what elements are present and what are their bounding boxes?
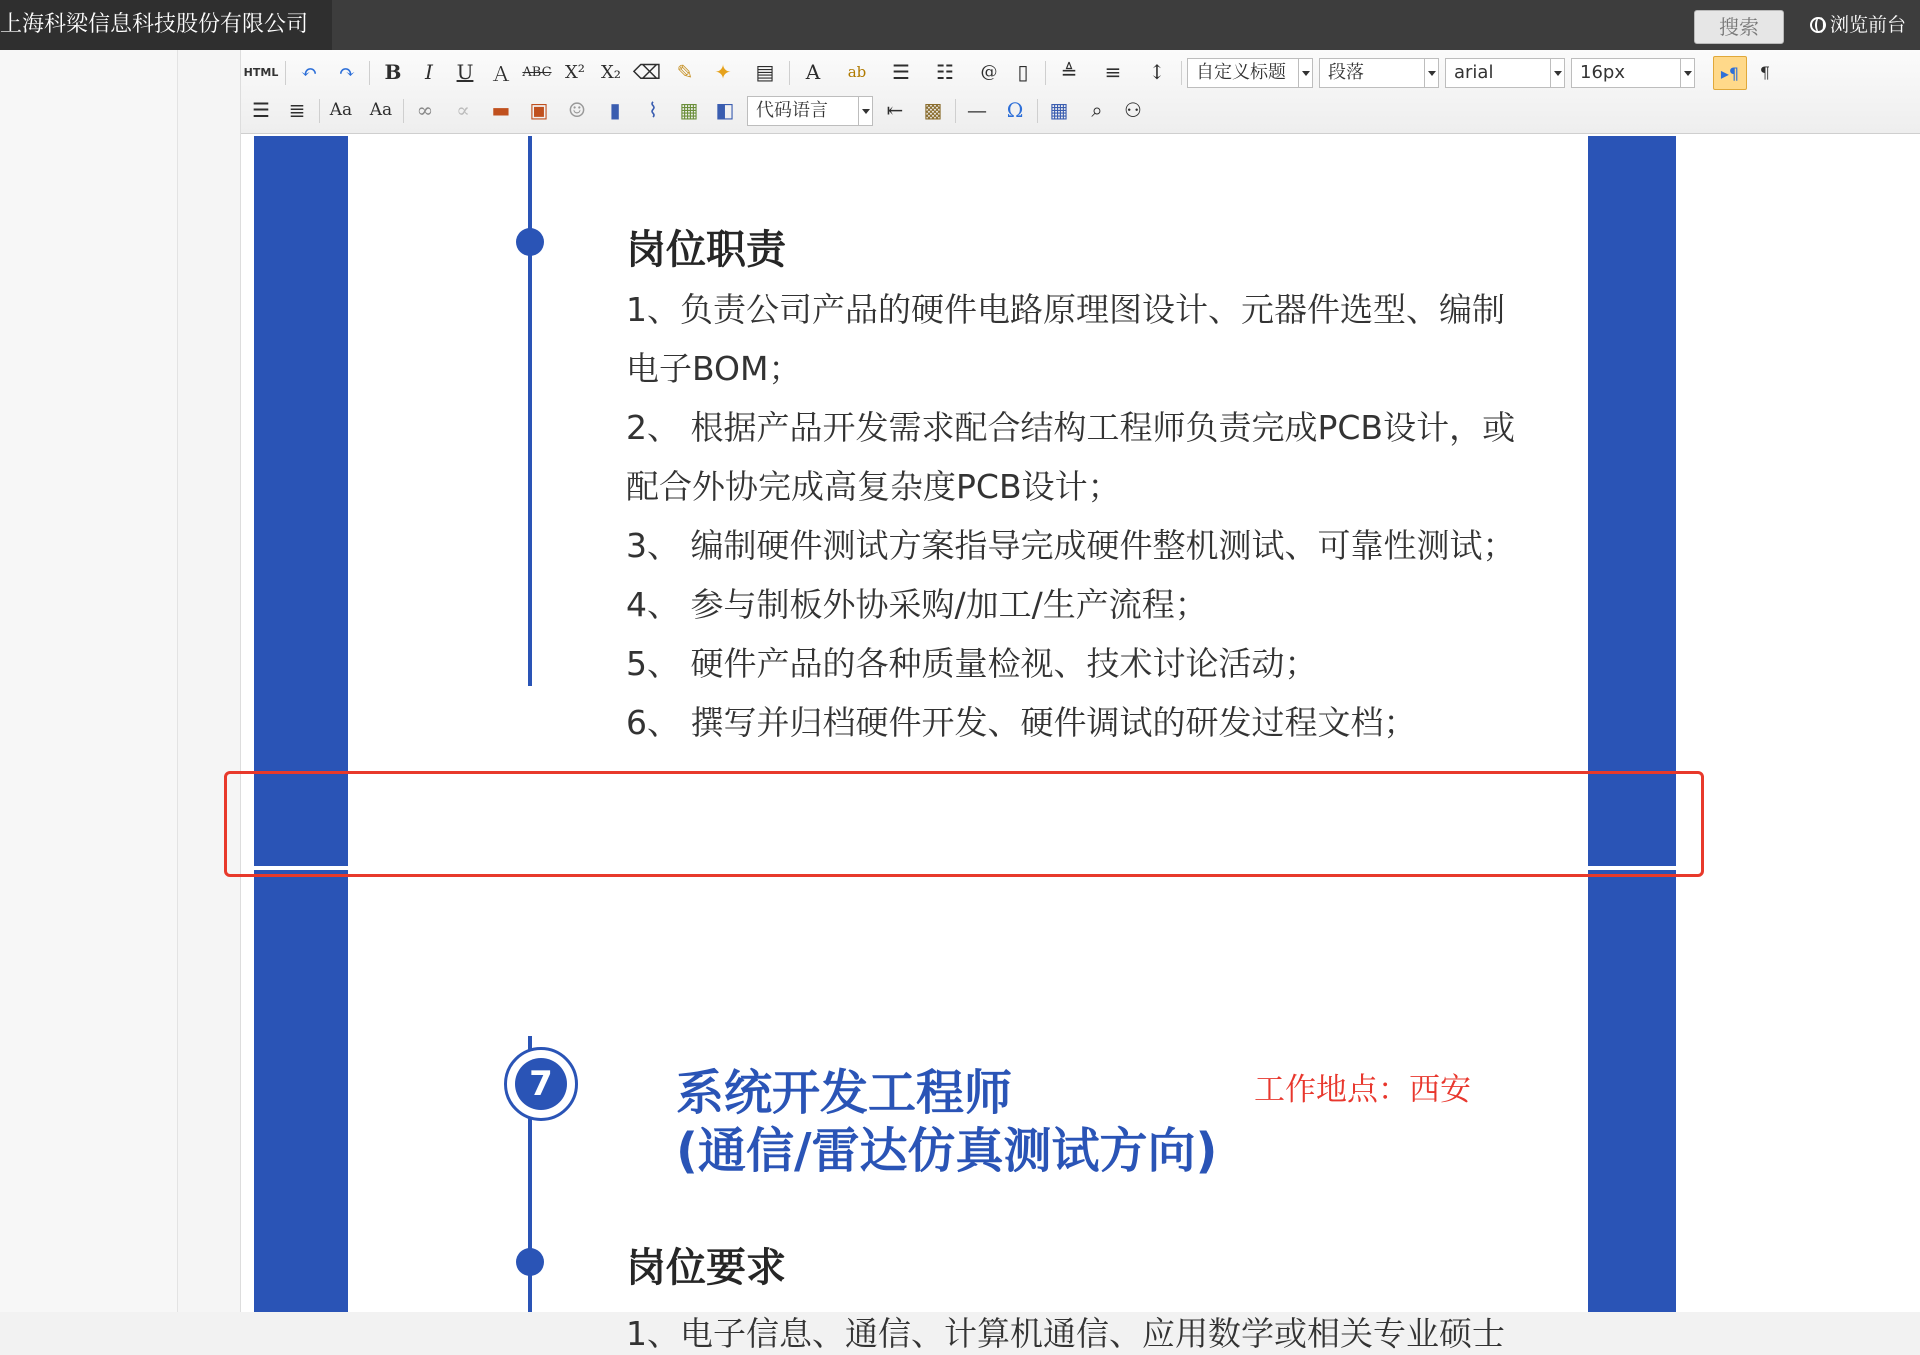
toolbar-divider: [1181, 61, 1182, 85]
company-name: 上海科梁信息科技股份有限公司: [0, 0, 332, 50]
job-title: 系统开发工程师: [676, 1065, 1013, 1121]
unordered-list-icon[interactable]: ☷: [936, 60, 954, 84]
browse-frontend-label: 浏览前台: [1830, 14, 1907, 36]
toolbar-divider: [789, 61, 790, 85]
align-right-icon[interactable]: ☰: [252, 98, 270, 122]
font-border-icon[interactable]: Ａ: [491, 61, 511, 86]
search-button[interactable]: 搜索: [1694, 10, 1784, 44]
ordered-list-icon[interactable]: ☰: [892, 60, 910, 84]
chevron-down-icon: [1424, 59, 1438, 87]
chevron-down-icon: [858, 97, 872, 125]
rich-text-editor: [178, 50, 1920, 1353]
toolbar-divider: [285, 61, 286, 85]
code-language-select[interactable]: [747, 96, 873, 126]
duty-line: 4、 参与制板外协采购/加工/生产流程；: [626, 585, 1208, 624]
html-source-button[interactable]: HTML: [243, 65, 279, 79]
editor-gutter: [178, 50, 241, 1312]
chevron-down-icon: [1298, 59, 1312, 87]
map-icon[interactable]: ▦: [679, 98, 699, 122]
bold-icon[interactable]: B: [384, 60, 402, 84]
redo-icon[interactable]: ↷: [338, 60, 356, 84]
job-subtitle: (通信/雷达仿真测试方向): [676, 1123, 1218, 1179]
duty-line: 6、 撰写并归档硬件开发、硬件调试的研发过程文档；: [626, 703, 1417, 742]
job-location: 工作地点：西安: [1254, 1072, 1471, 1108]
code-language-select-value: 代码语言: [756, 100, 828, 121]
requirements-title: 岗位要求: [626, 1245, 786, 1291]
template-icon[interactable]: ▩: [923, 98, 943, 122]
new-document-icon[interactable]: ▯: [1017, 60, 1029, 84]
globe-icon: [1810, 17, 1826, 33]
timeline-dot: [516, 1248, 544, 1276]
heading-select-value: 自定义标题: [1196, 62, 1286, 83]
superscript-icon[interactable]: X²: [564, 61, 586, 83]
font-color-icon[interactable]: A: [805, 60, 821, 84]
font-size-select-value: 16px: [1580, 62, 1625, 83]
toolbar-divider: [403, 99, 404, 123]
lowercase-icon[interactable]: Aa: [369, 100, 393, 120]
undo-icon[interactable]: ↶: [300, 60, 318, 84]
insert-link-icon[interactable]: @: [980, 62, 998, 82]
toolbar-divider: [1037, 99, 1038, 123]
format-brush-icon[interactable]: ✎: [676, 60, 694, 84]
anchor-icon[interactable]: ▬: [491, 98, 511, 122]
special-char-icon[interactable]: Ω: [1006, 98, 1024, 122]
align-justify-icon[interactable]: ≣: [288, 98, 306, 122]
chevron-down-icon: [1680, 59, 1694, 87]
paste-plain-icon[interactable]: ▤: [755, 60, 775, 84]
duty-line: 2、 根据产品开发需求配合结构工程师负责完成PCB设计，或: [626, 408, 1516, 447]
horizontal-rule-icon[interactable]: —: [967, 98, 987, 122]
emotion-icon[interactable]: ☺: [568, 98, 586, 122]
font-family-select[interactable]: [1445, 58, 1565, 88]
attachment-icon[interactable]: ⌇: [648, 98, 658, 122]
duty-line: 配合外协完成高复杂度PCB设计；: [626, 467, 1121, 506]
subscript-icon[interactable]: X₂: [600, 61, 622, 83]
document-content: [254, 136, 1674, 1353]
insert-video-icon[interactable]: ▮: [609, 98, 621, 122]
highlight-color-icon[interactable]: ab: [847, 63, 867, 81]
preview-icon[interactable]: ⚇: [1124, 98, 1142, 122]
line-height-icon[interactable]: ↕: [1148, 60, 1166, 84]
paragraph-select-value: 段落: [1328, 62, 1364, 83]
timeline-dot: [516, 228, 544, 256]
italic-icon[interactable]: I: [425, 60, 433, 84]
underline-icon[interactable]: U: [456, 60, 474, 84]
job-number: 7: [515, 1058, 567, 1110]
highlight-box: [224, 771, 1704, 877]
insert-image-icon[interactable]: ▣: [529, 98, 549, 122]
unlink-icon[interactable]: ∝: [456, 98, 470, 122]
insert-table-icon[interactable]: ▦: [1049, 98, 1069, 122]
eraser-icon[interactable]: ⌫: [632, 60, 662, 84]
timeline-line: [528, 136, 532, 686]
requirement-line: 1、电子信息、通信、计算机通信、应用数学或相关专业硕士: [626, 1314, 1505, 1353]
toolbar-divider: [955, 99, 956, 123]
top-bar: [0, 0, 1920, 50]
duty-line: 1、负责公司产品的硬件电路原理图设计、元器件选型、编制: [626, 290, 1505, 329]
toolbar-divider: [369, 61, 370, 85]
paragraph-spacing-top-icon[interactable]: ≜: [1060, 60, 1078, 84]
link-icon[interactable]: ∞: [416, 98, 434, 122]
duty-line: 电子BOM；: [626, 349, 802, 388]
rtl-direction-icon[interactable]: ¶: [1759, 62, 1771, 82]
page-break-icon[interactable]: ⇤: [886, 98, 904, 122]
font-family-select-value: arial: [1454, 62, 1494, 83]
insert-frame-icon[interactable]: ◧: [715, 98, 735, 122]
browse-frontend-link[interactable]: [1810, 0, 1906, 50]
font-size-select[interactable]: [1571, 58, 1695, 88]
job-number-badge: [504, 1047, 578, 1121]
left-blue-band: [254, 136, 348, 1312]
left-panel: [0, 50, 178, 1312]
editor-toolbar: [241, 50, 1920, 134]
duty-line: 5、 硬件产品的各种质量检视、技术讨论活动；: [626, 644, 1318, 683]
chevron-down-icon: [1550, 59, 1564, 87]
heading-select[interactable]: [1187, 58, 1313, 88]
toolbar-divider: [1045, 61, 1046, 85]
strikethrough-icon[interactable]: ABC: [522, 64, 552, 80]
toolbar-divider: [319, 99, 320, 123]
paragraph-spacing-bottom-icon[interactable]: ≡: [1104, 60, 1122, 84]
search-replace-icon[interactable]: ⌕: [1091, 98, 1103, 122]
ltr-direction-icon[interactable]: ▸¶: [1713, 56, 1747, 90]
auto-format-icon[interactable]: ✦: [714, 60, 732, 84]
uppercase-icon[interactable]: Aa: [329, 100, 353, 120]
paragraph-select[interactable]: [1319, 58, 1439, 88]
duty-line: 3、 编制硬件测试方案指导完成硬件整机测试、可靠性测试；: [626, 526, 1516, 565]
duties-title: 岗位职责: [626, 227, 786, 273]
